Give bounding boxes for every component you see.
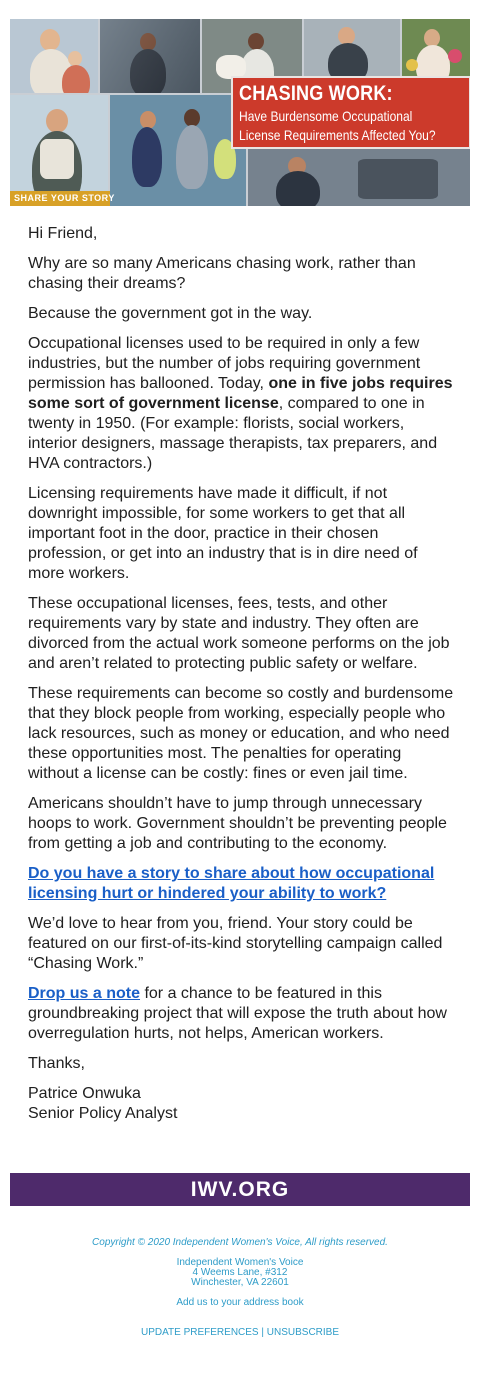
mailing-address: [0, 1258, 480, 1288]
campaign-subtitle-line-1: Have Burdensome Occupational: [239, 108, 413, 124]
hero-banner-image[interactable]: [10, 19, 470, 206]
unsubscribe-link[interactable]: UNSUBSCRIBE: [266, 1327, 340, 1338]
paragraph-licenses: [28, 334, 454, 474]
signature-name: Patrice Onwuka: [28, 1085, 141, 1102]
address-street: 4 Weems Lane, #312: [192, 1267, 288, 1278]
licenses-text-end: , compared to one in twenty in 1950. (For example: florists, social workers, interior designers, massage therapists, tax preparers, and HVA contractors.): [28, 395, 438, 472]
address-org: Independent Women's Voice: [176, 1257, 304, 1268]
update-preferences-link[interactable]: UPDATE PREFERENCES: [140, 1327, 259, 1338]
drop-us-a-note-link[interactable]: Drop us a note: [28, 985, 141, 1002]
share-your-story-tag: SHARE YOUR STORY: [10, 191, 110, 206]
address-book-row: [0, 1298, 480, 1308]
campaign-title: CHASING WORK:: [239, 82, 393, 105]
address-city: Winchester, VA 22601: [191, 1277, 289, 1288]
footer-link-separator: |: [258, 1327, 267, 1338]
signature-title: Senior Policy Analyst: [28, 1105, 178, 1122]
photo-tile-fitness: [100, 19, 200, 93]
copyright-notice: Copyright © 2020 Independent Women's Voice, All rights reserved.: [92, 1237, 388, 1248]
licenses-text-start: Occupational licenses used to be required in only a few industries, but the number of jobs requiring government permission has ballooned. Today,: [28, 335, 421, 392]
drop-note-text: for a chance to be featured in this groundbreaking project that will expose the truth about how overregulation hurts, not helps, American workers.: [28, 985, 447, 1042]
paragraph-drop-note: [28, 984, 454, 1044]
paragraph-government: Because the government got in the way.: [28, 305, 313, 322]
signature: [28, 1084, 454, 1124]
paragraph-americans: Americans shouldn’t have to jump through unnecessary hoops to work. Government shouldn’t be preventing people from getting a job and contributing to the economy.: [28, 795, 447, 852]
photo-tile-dancers: [110, 95, 246, 206]
footer-links: [0, 1328, 480, 1338]
paragraph-requirements: Licensing requirements have made it difficult, if not downright impossible, for some workers to get that all important foot in the door, practice in their chosen profession, or get into an industry that is in dire need of more workers.: [28, 485, 418, 582]
paragraph-costs: These requirements can become so costly and burdensome that they block people from working, especially people who lack resources, such as money or education, and who need these opportunities most. The penalties for operating without a license can be costly: fines or even jail time.: [28, 685, 454, 782]
signoff: Thanks,: [28, 1055, 85, 1072]
iwv-org-banner[interactable]: IWV.ORG: [10, 1173, 470, 1206]
photo-tile-mechanic: [248, 149, 470, 206]
email-body: [28, 224, 454, 1124]
paragraph-intro: Why are so many Americans chasing work, rather than chasing their dreams?: [28, 255, 416, 292]
campaign-title-box: [231, 76, 470, 149]
paragraph-hear-from-you: We’d love to hear from you, friend. Your story could be featured on our first-of-its-kind storytelling campaign called “Chasing Work.”: [28, 915, 443, 972]
photo-tile-tradesman: [10, 95, 108, 206]
campaign-subtitle-line-2: License Requirements Affected You?: [239, 127, 436, 143]
greeting: Hi Friend,: [28, 225, 98, 242]
paragraph-variations: These occupational licenses, fees, tests, and other requirements vary by state and industry. They often are divorced from the actual work someone performs on the job and aren’t related to protecting public safety or welfare.: [28, 595, 450, 672]
email-footer: [0, 1238, 480, 1338]
add-to-address-book-link[interactable]: Add us to your address book: [176, 1297, 304, 1308]
story-paragraph: [28, 864, 454, 904]
licenses-statistic: one in five jobs requires some sort of government license: [28, 375, 453, 412]
photo-tile-classroom: [10, 19, 98, 93]
share-story-link[interactable]: Do you have a story to share about how occupational licensing hurt or hindered your ability to work?: [28, 865, 435, 902]
